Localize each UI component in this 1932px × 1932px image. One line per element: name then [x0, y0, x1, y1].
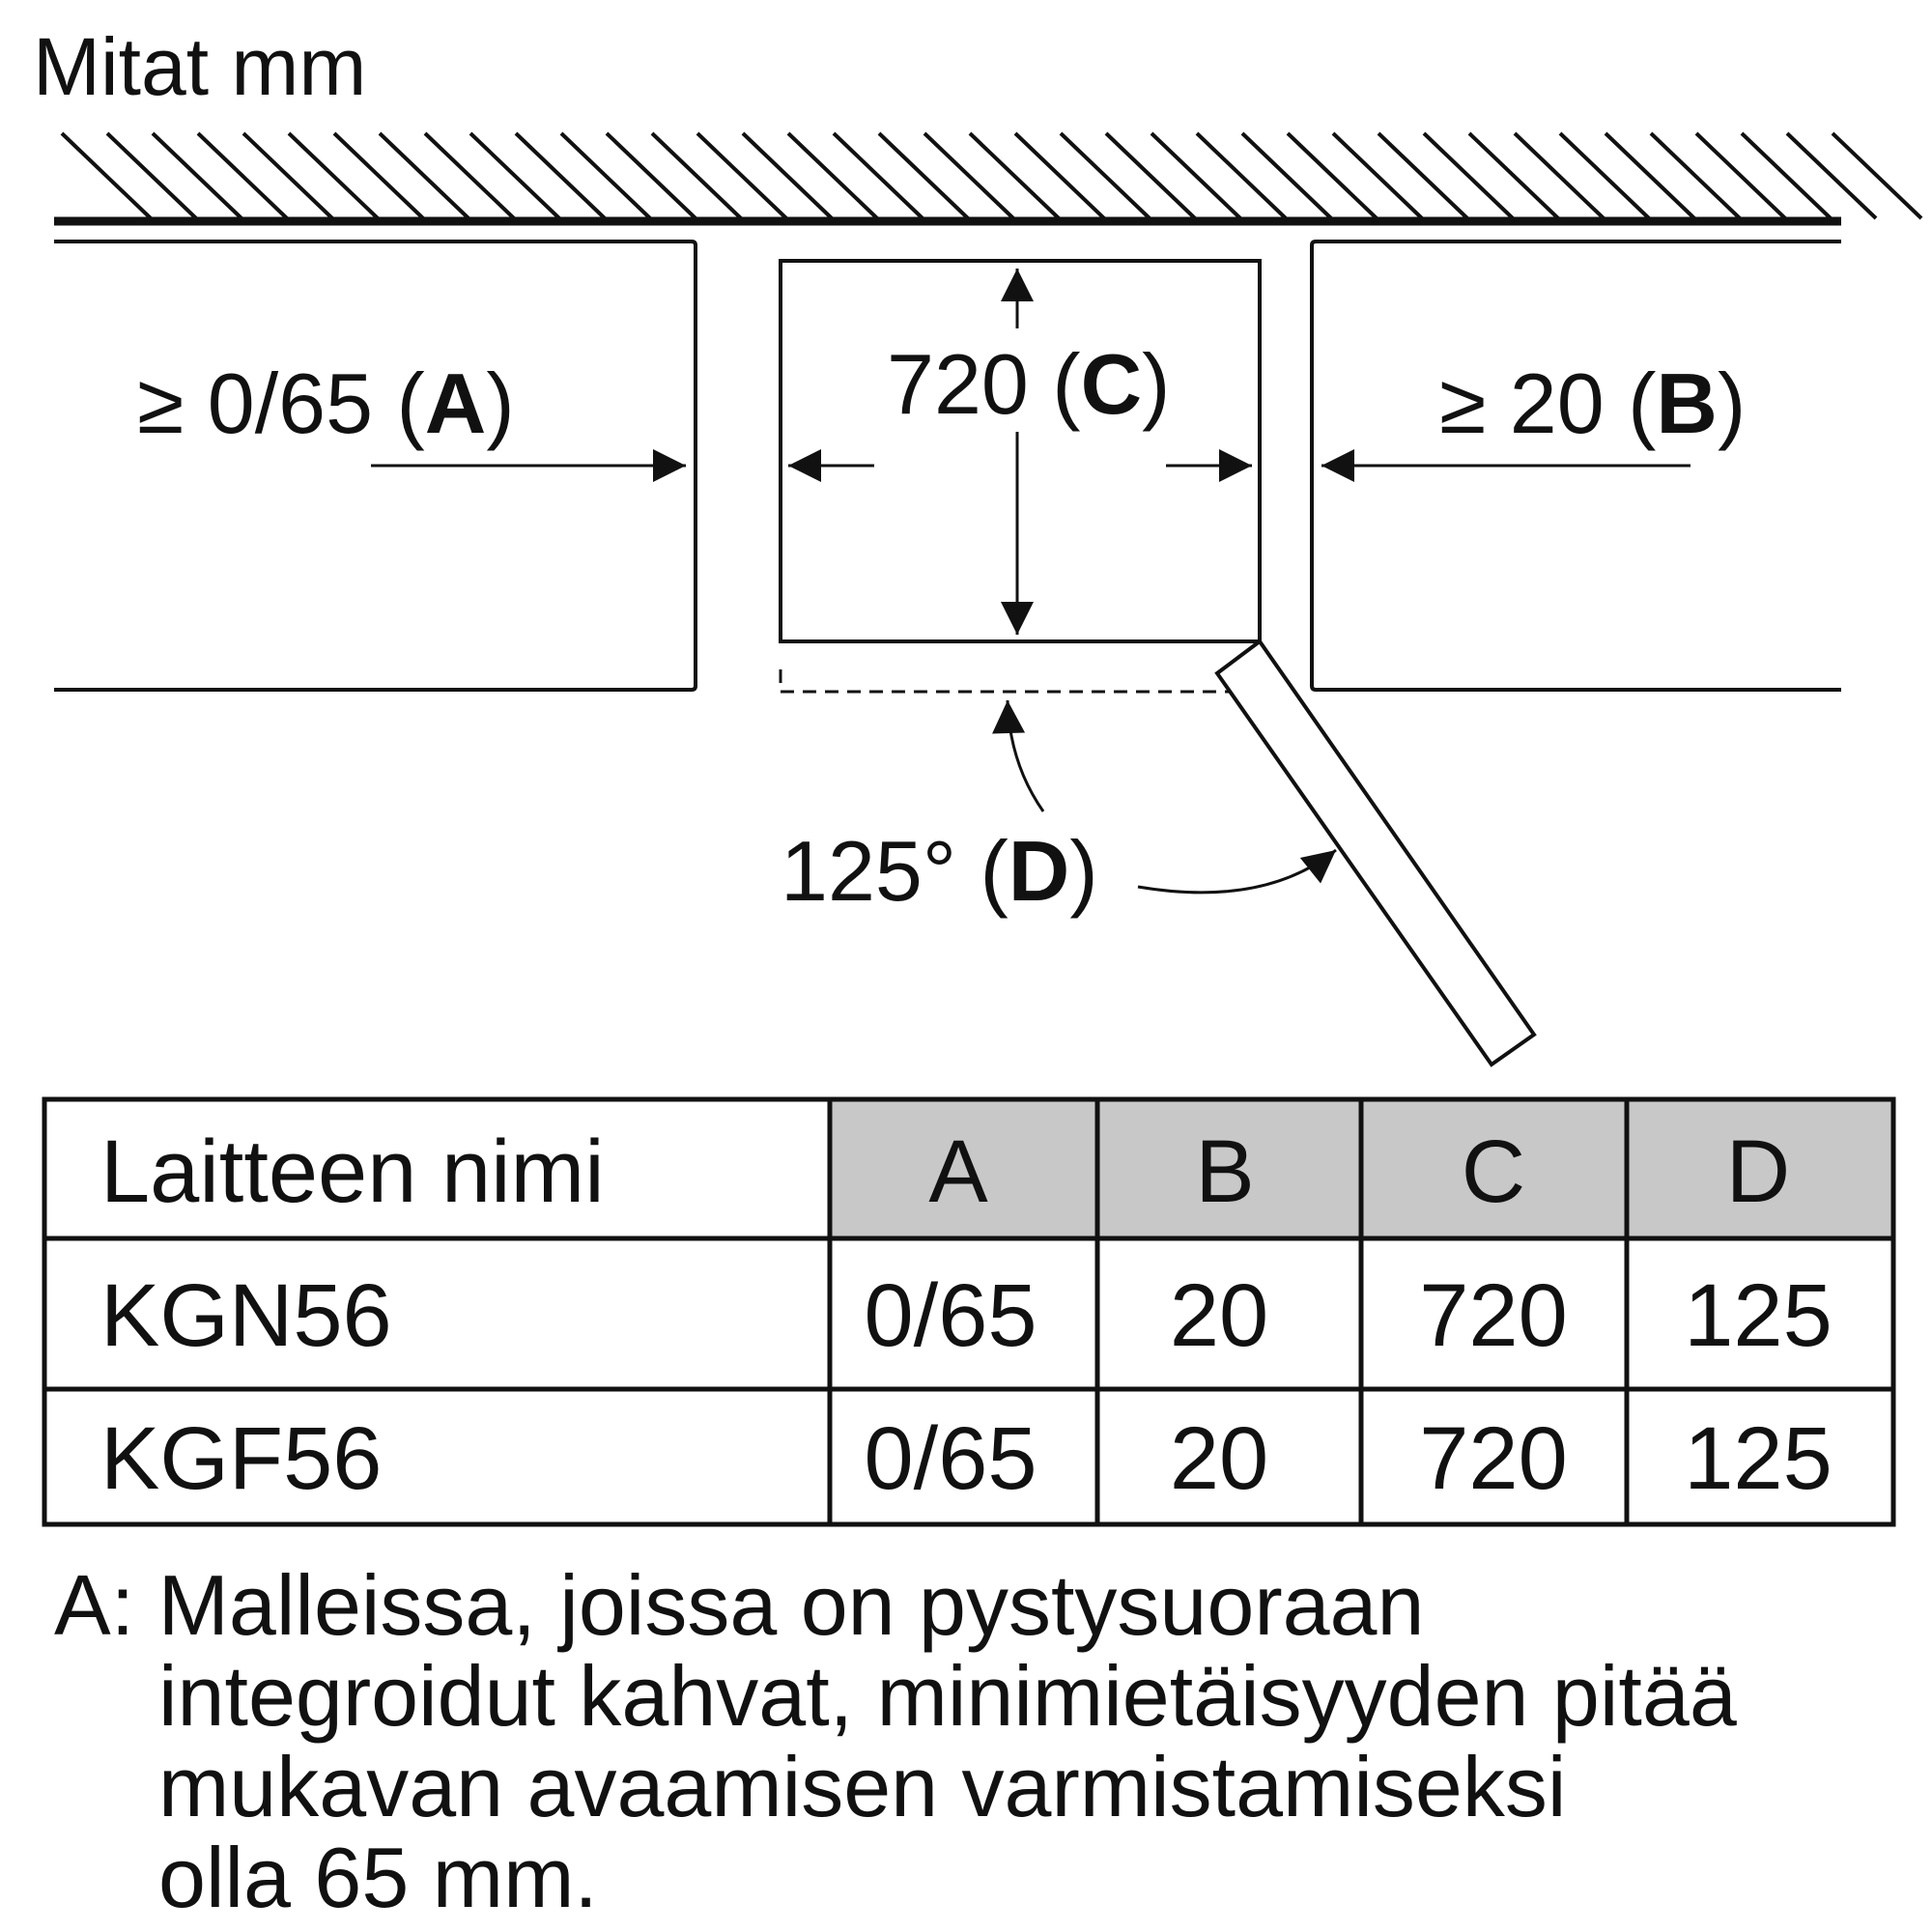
hatch-line	[924, 133, 1013, 218]
hatch-line	[561, 133, 650, 218]
hatch-line	[425, 133, 514, 218]
dimension-label-a: ≥ 0/65 (A)	[137, 355, 515, 451]
dimension-table	[44, 1099, 1893, 1524]
hatch-line	[107, 133, 196, 218]
table-header-c: C	[1461, 1122, 1526, 1221]
hatch-line	[1061, 133, 1150, 218]
open-door	[1217, 641, 1534, 1065]
hatch-line	[1242, 133, 1331, 218]
wall-hatching	[62, 133, 1921, 218]
hatch-line	[1151, 133, 1240, 218]
table-header-b: B	[1195, 1122, 1255, 1221]
hatch-line	[1515, 133, 1604, 218]
hatch-line	[1742, 133, 1831, 218]
angle-arrow-upper	[1008, 700, 1043, 811]
hatch-line	[289, 133, 378, 218]
table-row-2-a: 0/65	[864, 1409, 1037, 1508]
angle-arrow-lower	[1138, 850, 1336, 893]
table-header-d: D	[1725, 1122, 1791, 1221]
hatch-line	[652, 133, 741, 218]
hatch-line	[1288, 133, 1377, 218]
hatch-line	[1469, 133, 1558, 218]
hatch-line	[879, 133, 968, 218]
hatch-line	[380, 133, 469, 218]
table-row-2-b: 20	[1169, 1409, 1269, 1508]
table-row-1-b: 20	[1169, 1266, 1269, 1365]
dimension-label-d: 125° (D)	[781, 823, 1098, 919]
hatch-line	[470, 133, 559, 218]
table-header-a: A	[928, 1122, 988, 1221]
hatch-line	[1560, 133, 1649, 218]
hatch-line	[1015, 133, 1104, 218]
hatch-line	[1197, 133, 1286, 218]
hatch-line	[1696, 133, 1785, 218]
table-row-1-name: KGN56	[100, 1266, 392, 1365]
hatch-line	[1378, 133, 1467, 218]
table-row-1-c: 720	[1419, 1266, 1568, 1365]
footnote	[54, 1557, 1889, 1925]
table-row-2-c: 720	[1419, 1409, 1568, 1508]
dimension-label-c: 720 (C)	[887, 336, 1171, 432]
hatch-line	[834, 133, 923, 218]
hatch-line	[153, 133, 242, 218]
table-row-1-d: 125	[1684, 1266, 1833, 1365]
dimension-label-b: ≥ 20 (B)	[1439, 355, 1747, 451]
hatch-line	[1833, 133, 1921, 218]
hatch-line	[970, 133, 1059, 218]
closed-door-outline	[781, 669, 1232, 692]
hatch-line	[1106, 133, 1195, 218]
hatch-line	[1787, 133, 1876, 218]
hatch-line	[1333, 133, 1422, 218]
table-header-name: Laitteen nimi	[100, 1122, 605, 1221]
hatch-line	[198, 133, 287, 218]
hatch-line	[62, 133, 151, 218]
diagram-title: Mitat mm	[33, 21, 367, 112]
footnote-line: A: Malleissa, joissa on pystysuoraan	[54, 1557, 1425, 1653]
hatch-line	[334, 133, 423, 218]
hatch-line	[1424, 133, 1513, 218]
hatch-line	[1605, 133, 1694, 218]
table-row-2-name: KGF56	[100, 1409, 383, 1508]
hatch-line	[243, 133, 332, 218]
hatch-line	[743, 133, 832, 218]
hatch-line	[697, 133, 786, 218]
hatch-line	[516, 133, 605, 218]
footnote-line: mukavan avaamisen varmistamiseksi	[158, 1739, 1567, 1834]
footnote-line: integroidut kahvat, minimietäisyyden pitää	[158, 1648, 1737, 1744]
footnote-line: olla 65 mm.	[158, 1830, 598, 1925]
hatch-line	[607, 133, 696, 218]
hatch-line	[1651, 133, 1740, 218]
table-row-2-d: 125	[1684, 1409, 1833, 1508]
hatch-line	[788, 133, 877, 218]
table-row-1-a: 0/65	[864, 1266, 1037, 1365]
appliance-box	[781, 261, 1260, 641]
